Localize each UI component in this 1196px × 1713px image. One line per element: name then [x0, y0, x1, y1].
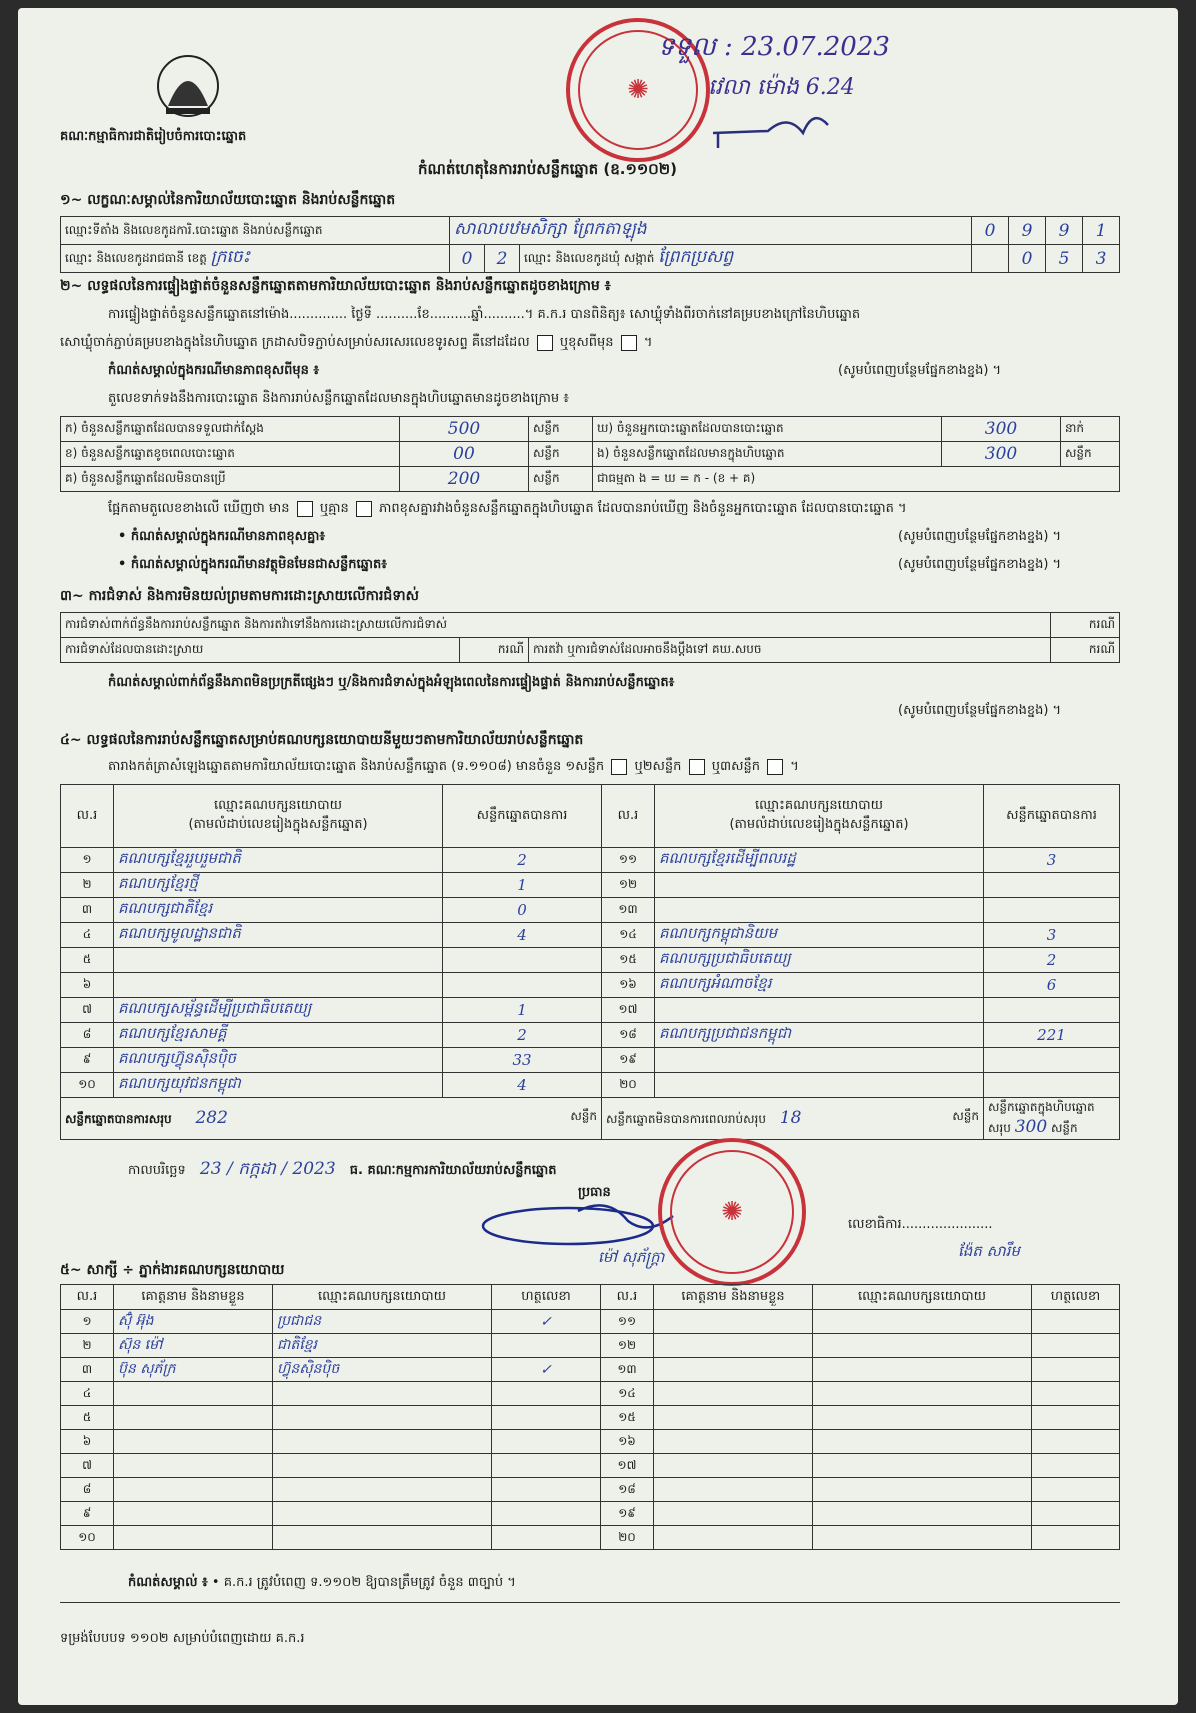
handwritten-signature-icon	[708, 103, 838, 153]
section1-title: ១~ លក្ខណៈសម្គាល់នៃការិយាល័យបោះឆ្នោត និងរាប់សន្លឹកឆ្នោត	[60, 192, 396, 208]
witness-sign-left	[492, 1502, 601, 1526]
section5-title: ៥~ សាក្សី ÷ ភ្នាក់ងារគណបក្សនយោបាយ	[60, 1262, 285, 1278]
chair-label: ប្រធាន	[578, 1185, 611, 1200]
section4-intro-c: ឬ៣សន្លឹក	[711, 759, 760, 774]
result-no-left: ៩	[61, 1048, 114, 1073]
unchanged-checkbox[interactable]	[537, 335, 553, 351]
witness-no-right: ១១	[601, 1310, 654, 1334]
table-row	[61, 973, 1120, 998]
row-ko-label: ឃ) ចំនួនអ្នកបោះឆ្នោតដែលបានបោះឆ្នោត	[593, 417, 942, 442]
witness-sign-right	[1032, 1334, 1120, 1358]
office-value: សាលាបឋមសិក្សា ព្រែកតាឡុង	[450, 217, 972, 245]
witness-sign-right	[1032, 1358, 1120, 1382]
formula: ជាធម្មតា ង = ឃ = ក - (ខ + គ)	[593, 467, 1120, 492]
ballot-count-table	[60, 416, 1120, 492]
result-no-right: ១២	[602, 873, 655, 898]
result-party-right: គណបក្សអំណាចខ្មែរ	[655, 973, 984, 998]
witness-no-left: ៦	[61, 1430, 114, 1454]
province-code-1: 0	[450, 245, 485, 273]
section3-hint: (សូមបំពេញបន្ថែមផ្នែកខាងខ្នង) ។	[898, 703, 1062, 718]
footer-divider	[60, 1602, 1120, 1603]
col-votes-right: សន្លឹកឆ្នោតបានការ	[984, 785, 1120, 848]
witness-sign-left	[492, 1526, 601, 1550]
witness-no-left: ១	[61, 1310, 114, 1334]
result-no-right: ១៥	[602, 948, 655, 973]
witness-party-right	[813, 1406, 1032, 1430]
col-party-left: ឈ្មោះគណបក្សនយោបាយ (តាមលំដាប់លេខរៀងក្នុងសន្លឹកឆ្នោត)	[114, 785, 443, 848]
chair-name: ម៉ៅ សុភ័ក្ត្រា	[598, 1248, 665, 1266]
section2-para2b: ឬខុសពីមុន	[559, 335, 614, 350]
row-g-value: 200	[400, 467, 529, 492]
result-votes-right: 6	[984, 973, 1120, 998]
witness-no-left: ៩	[61, 1502, 114, 1526]
result-votes-right	[984, 898, 1120, 923]
office-code-2: 9	[1009, 217, 1046, 245]
date-label: កាលបរិច្ឆេទ	[128, 1163, 186, 1178]
row-k-label: ក) ចំនួនសន្លឹកឆ្នោតដែលបានទទួលជាក់ស្តែង	[61, 417, 400, 442]
total-invalid-cell	[602, 1098, 984, 1140]
table-row	[61, 1526, 1120, 1550]
footer-form-note: ទម្រង់បែបបទ ១១០២ សម្រាប់បំពេញដោយ គ.ក.រ	[60, 1631, 305, 1646]
section1-table	[60, 216, 1120, 273]
witness-party-left: ជាតិខ្មែរ	[273, 1334, 492, 1358]
witness-no-right: ១៦	[601, 1430, 654, 1454]
table-row	[61, 1334, 1120, 1358]
witness-sign-left: ✓	[492, 1310, 601, 1334]
witness-party-left	[273, 1502, 492, 1526]
witness-party-right	[813, 1382, 1032, 1406]
witness-no-right: ១២	[601, 1334, 654, 1358]
witness-party-right	[813, 1478, 1032, 1502]
result-votes-right	[984, 873, 1120, 898]
table-row	[61, 1310, 1120, 1334]
form-title: កំណត់ហេតុនៃការរាប់សន្លឹកឆ្នោត (ឧ.១១០២)	[418, 160, 678, 178]
witness-sign-left	[492, 1406, 601, 1430]
witness-sign-right	[1032, 1310, 1120, 1334]
case-label-3: ករណី	[1051, 638, 1120, 663]
section4-intro-a: តារាងកត់ត្រាសំឡេងឆ្នោតតាមការិយាល័យបោះឆ្នោត និងរាប់សន្លឹកឆ្នោត (ទ.១១០៨) មានចំនួន ១សន្លឹក	[108, 759, 605, 774]
para4-a: ផ្អែកតាមតួលេខខាងលើ ឃើញថា មាន	[108, 501, 290, 516]
date-value: 23 / កក្កដា / 2023	[199, 1159, 336, 1179]
row-g-label: គ) ចំនួនសន្លឹកឆ្នោតដែលមិនបានប្រើ	[61, 467, 400, 492]
witness-name-left: ប៊ុន សុភ័ក្រ	[114, 1358, 273, 1382]
result-no-right: ១៨	[602, 1023, 655, 1048]
row-k-unit: សន្លឹក	[529, 417, 593, 442]
witness-party-right	[813, 1502, 1032, 1526]
objection-row1: ការជំទាស់ពាក់ព័ន្ធនឹងការរាប់សន្លឹកឆ្នោត និងការតវ៉ាទៅនឹងការដោះស្រាយលើការជំទាស់	[61, 613, 1051, 638]
time-label: វេលា ម៉ោង	[708, 75, 799, 100]
witness-name-right	[654, 1382, 813, 1406]
witness-no-left: ៥	[61, 1406, 114, 1430]
witness-sign-left: ✓	[492, 1358, 601, 1382]
form-sheet: គណៈកម្មាធិការជាតិរៀបចំការបោះឆ្នោត ✺ ទទួល : 23.07.2023 វេលា ម៉ោង 6.24 កំណត់ហេតុនៃការរាប់សន្លឹកឆ្នោត (ឧ.១១០២) ១~ លក្ខណៈសម្គាល់នៃការិយាល័យបោះឆ្នោត និងរាប់សន្លឹកឆ្នោត ឈ្មោះទីតាំង និងលេខកូដការិ.បោះឆ្នោត និងរាប់សន្លឹកឆ្នោត សាលាបឋមសិក្សា ព្រែកតាឡុង 0 9 9 1 ឈ្មោះ និងលេខកូដរាជធានី ខេត្ត ក្រចេះ 0 2 ឈ្មោះ និងលេខកូដឃុំ សង្កាត់ ព្រែកប្រសព្វ 0 5 3 ២~ លទ្ធផលនៃការផ្ទៀងផ្ទាត់ចំនួនសន្លឹកឆ្នោតតាមការិយាល័យបោះឆ្នោត និងរាប់សន្លឹកឆ្នោតដូចខាងក្រោម ៖ ការផ្ទៀងផ្ទាត់ចំនួនសន្លឹកឆ្នោតនៅម៉ោង.............. ថ្ងៃទី ..........ខែ..........ឆ្នាំ..........។ គ.ក.រ បានពិនិត្យ៖ សោឃ្លុំទាំងពីរចាក់នៅគម្របខាងក្រៅនៃហិបឆ្នោត សោឃ្លុំចាក់ភ្ជាប់គម្របខាងក្នុងនៃហិបឆ្នោត ក្រដាសបិទភ្ជាប់សម្រាប់សរសេរលេខទូរសព្ទ គឺនៅដដែល ឬខុសពីមុន ។ កំណត់សម្គាល់ក្នុងករណីមានភាពខុសពីមុន ៖ (សូមបំពេញបន្ថែមផ្នែកខាងខ្នង) ។ តួលេខទាក់ទងនឹងការបោះឆ្នោត និងការរាប់សន្លឹកឆ្នោតដែលមានក្នុងហិបឆ្នោតមានដូចខាងក្រោម ៖ ក) ចំនួនសន្លឹកឆ្នោតដែលបានទទួលជាក់ស្តែង 500 សន្លឹក ឃ) ចំនួនអ្នកបោះឆ្នោតដែលបានបោះឆ្នោត 300 នាក់ ខ) ចំនួនសន្លឹកឆ្នោតខូចពេលបោះឆ្នោត 00 សន្លឹក ង) ចំនួនសន្លឹកឆ្នោតដែលមានក្នុងហិបឆ្នោត 300 សន្លឹក គ) ចំនួនសន្លឹកឆ្នោតដែលមិនបានប្រើ 200 សន្លឹក ជាធម្មតា ង = ឃ = ក - (ខ + គ) ផ្អែកតាមតួលេខខាងលើ ឃើញថា មាន ឬគ្មាន ភាពខុសគ្នារវាងចំនួនសន្លឹកឆ្នោតក្នុងហិបឆ្នោត ដែលបានរាប់ឃើញ និងចំនួនអ្នកបោះឆ្នោត ដែលបានបោះឆ្នោត ។ • កំណត់សម្គាល់ក្នុងករណីមានភាពខុសគ្នា៖ (សូមបំពេញបន្ថែមផ្នែកខាងខ្នង) ។ • កំណត់សម្គាល់ក្នុងករណីមានវត្ថុមិនមែនជាសន្លឹកឆ្នោត៖ (សូមបំពេញបន្ថែមផ្នែកខាងខ្នង) ។ ៣~ ការជំទាស់ និងការមិនយល់ព្រមតាមការដោះស្រាយលើការជំទាស់ ការជំទាស់ពាក់ព័ន្ធនឹងការរាប់សន្លឹកឆ្នោត និងការតវ៉ាទៅនឹងការដោះស្រាយលើការជំទាស់ ករណី ការជំទាស់ដែលបានដោះស្រាយ ករណី ការតវ៉ា ឬការជំទាស់ដែលអាចនឹងប្តឹងទៅ គឃ.សបច ករណី កំណត់សម្គាល់ពាក់ព័ន្ធនឹងភាពមិនប្រក្រតីផ្សេងៗ ឬ/និងការជំទាស់ក្នុងអំឡុងពេលនៃការផ្ទៀងផ្ទាត់ និងការរាប់សន្លឹកឆ្នោត៖ (សូមបំពេញបន្ថែមផ្នែកខាងខ្នង) ។ ៤~ លទ្ធផលនៃការរាប់សន្លឹកឆ្នោតសម្រាប់គណបក្សនយោបាយនីមួយៗតាមការិយាល័យរាប់សន្លឹកឆ្នោត តារាងកត់ត្រាសំឡេងឆ្នោតតាមការិយាល័យបោះឆ្នោត និងរាប់សន្លឹកឆ្នោត (ទ.១១០៨) មានចំនួន ១សន្លឹក ឬ២សន្លឹក ឬ៣សន្លឹក ។ ល.រ ឈ្មោះគណបក្សនយោបាយ (តាមលំដាប់លេខរៀងក្នុងសន្លឹកឆ្នោត) សន្លឹកឆ្នោតបានការ ល.រ ឈ្មោះគណបក្សនយោបាយ (តាមលំដាប់លេខរៀងក្នុងសន្លឹកឆ្នោត) សន្លឹកឆ្នោតបានការ ១ គណបក្សខ្មែររួបរួមជាតិ 2 ១១ គណបក្សខ្មែរដើម្បីពលរដ្ឋ 3 ២ គណបក្សខ្មែរថ្មី 1 ១២ ៣ គណបក្សជាតិខ្មែរ 0 ១៣ ៤ គណបក្សមូលដ្ឋានជាតិ 4 ១៤ គណបក្សកម្ពុជានិយម 3 ៥ ១៥ គណបក្សប្រជាធិបតេយ្យ 2 ៦ ១៦ គណបក្សអំណាចខ្មែរ 6 ៧ គណបក្សសម្ព័ន្ធដើម្បីប្រជាធិបតេយ្យ 1 ១៧ ៨ គណបក្សខ្មែរសាមគ្គី 2 ១៨ គណបក្សប្រជាជនកម្ពុជា 221 ៩ គណបក្សហ៊្វុនស៊ិនប៉ិច 33 ១៩ ១០ គណបក្សយុវជនកម្ពុជា 4 ២០ សន្លឹកឆ្នោតបានការសរុប 282 សន្លឹក សន្លឹកឆ្នោតមិនបានការពេលរាប់សរុប 18 សន្លឹក សន្លឹកឆ្នោតក្នុងហិបឆ្នោតសរុប 300 សន្លឹក កាលបរិច្ឆេទ 23 / កក្កដា / 2023 ធ. គណៈកម្មការការិយាល័យរាប់សន្លឹកឆ្នោត ប្រធាន ម៉ៅ សុភ័ក្ត្រា ✺ លេខាធិការ...................... ង៉ែត សារឹម ៥~ សាក្សី ÷ ភ្នាក់ងារគណបក្សនយោបាយ ល.រ គោត្តនាម និងនាមខ្លួន ឈ្មោះគណបក្សនយោបាយ ហត្ថលេខា ល.រ គោត្តនាម និងនាមខ្លួន ឈ្មោះគណបក្សនយោបាយ ហត្ថលេខា ១ ស៊ុំ អ៊ុង ប្រជាជន ✓ ១១ ២ ស៊ុន ម៉ៅ ជាតិខ្មែរ ១២ ៣ ប៊ុន សុភ័ក្រ ហ៊្វុនស៊ិនប៉ិច ✓ ១៣ ៤ ១៤ ៥ ១៥ ៦ ១៦ ៧ ១៧ ៨ ១៨ ៩ ១៩ ១០ ២០ កំណត់សម្គាល់ ៖ • គ.ក.រ ត្រូវបំពេញ ទ.១១០២ ឱ្យបានត្រឹមត្រូវ ចំនួន ៣ច្បាប់ ។ ទម្រង់បែបបទ ១១០២ សម្រាប់បំពេញដោយ គ.ក.រ	[18, 8, 1178, 1705]
result-party-right: គណបក្សប្រជាធិបតេយ្យ	[655, 948, 984, 973]
nec-logo-icon	[148, 46, 228, 126]
witness-name-right	[654, 1454, 813, 1478]
para4-c: ភាពខុសគ្នារវាងចំនួនសន្លឹកឆ្នោតក្នុងហិបឆ្នោត ដែលបានរាប់ឃើញ និងចំនួនអ្នកបោះឆ្នោត ដែលបានបោះឆ្នោត ។	[379, 501, 907, 516]
sheet3-checkbox[interactable]	[767, 759, 783, 775]
result-party-right	[655, 1073, 984, 1098]
province-value: ក្រចេះ	[210, 247, 251, 267]
witness-no-left: ៣	[61, 1358, 114, 1382]
table-row	[61, 948, 1120, 973]
chair-signature-icon	[478, 1196, 678, 1252]
table-row	[61, 998, 1120, 1023]
diff-no-checkbox[interactable]	[356, 501, 372, 517]
commune-label: ឈ្មោះ និងលេខកូដឃុំ សង្កាត់	[524, 251, 655, 265]
row-kh-value: 00	[400, 442, 529, 467]
result-no-right: ១៩	[602, 1048, 655, 1073]
result-votes-right	[984, 1048, 1120, 1073]
result-votes-right	[984, 998, 1120, 1023]
result-no-right: ១៧	[602, 998, 655, 1023]
witness-name-left	[114, 1478, 273, 1502]
w-col-name-left: គោត្តនាម និងនាមខ្លួន	[114, 1285, 273, 1310]
secretary-label: លេខាធិការ	[848, 1217, 902, 1232]
result-votes-right: 2	[984, 948, 1120, 973]
result-party-right: គណបក្សខ្មែរដើម្បីពលរដ្ឋ	[655, 848, 984, 873]
objection-row2a: ការជំទាស់ដែលបានដោះស្រាយ	[61, 638, 460, 663]
note1-hint: (សូមបំពេញបន្ថែមផ្នែកខាងខ្នង) ។	[838, 363, 1002, 378]
commune-code-2: 5	[1046, 245, 1083, 273]
section3-title: ៣~ ការជំទាស់ និងការមិនយល់ព្រមតាមការដោះស្រាយលើការជំទាស់	[60, 588, 419, 604]
commune-row	[520, 245, 972, 273]
total-valid-label: សន្លឹកឆ្នោតបានការសរុប	[65, 1112, 172, 1126]
result-votes-right: 221	[984, 1023, 1120, 1048]
table-row	[61, 1358, 1120, 1382]
witness-no-left: ៤	[61, 1382, 114, 1406]
witness-name-left	[114, 1526, 273, 1550]
witness-party-right	[813, 1430, 1032, 1454]
total-box-label: សន្លឹកឆ្នោតក្នុងហិបឆ្នោតសរុប	[988, 1100, 1095, 1135]
objection-row2b: ការតវ៉ា ឬការជំទាស់ដែលអាចនឹងប្តឹងទៅ គឃ.សបច	[529, 638, 1051, 663]
result-no-right: ២០	[602, 1073, 655, 1098]
result-no-right: ១១	[602, 848, 655, 873]
note2-label: • កំណត់សម្គាល់ក្នុងករណីមានភាពខុសគ្នា៖	[118, 529, 326, 544]
witness-sign-right	[1032, 1478, 1120, 1502]
footer-note-label: កំណត់សម្គាល់ ៖	[128, 1575, 208, 1590]
total-valid-cell	[61, 1098, 602, 1140]
witness-name-right	[654, 1502, 813, 1526]
results-table	[60, 784, 1120, 1140]
result-no-left: ១០	[61, 1073, 114, 1098]
result-party-right	[655, 998, 984, 1023]
total-valid-value: 282	[195, 1108, 228, 1128]
witness-sign-left	[492, 1382, 601, 1406]
note3-label: • កំណត់សម្គាល់ក្នុងករណីមានវត្ថុមិនមែនជាសន្លឹកឆ្នោត៖	[118, 557, 387, 572]
result-no-left: ២	[61, 873, 114, 898]
result-no-left: ៣	[61, 898, 114, 923]
table-row	[61, 1430, 1120, 1454]
sheet1-checkbox[interactable]	[611, 759, 627, 775]
w-col-party-right: ឈ្មោះគណបក្សនយោបាយ	[813, 1285, 1032, 1310]
witness-party-left	[273, 1430, 492, 1454]
province-row	[61, 245, 450, 273]
result-votes-left: 1	[443, 998, 602, 1023]
result-party-left: គណបក្សយុវជនកម្ពុជា	[114, 1073, 443, 1098]
witness-party-right	[813, 1454, 1032, 1478]
result-votes-left: 4	[443, 923, 602, 948]
result-votes-left: 2	[443, 848, 602, 873]
total-box-value: 300	[1014, 1117, 1048, 1137]
witness-no-left: ២	[61, 1334, 114, 1358]
witness-party-left	[273, 1478, 492, 1502]
col-votes-left: សន្លឹកឆ្នោតបានការ	[443, 785, 602, 848]
sheet2-checkbox[interactable]	[689, 759, 705, 775]
witness-name-right	[654, 1430, 813, 1454]
witness-sign-left	[492, 1454, 601, 1478]
table-row	[61, 1023, 1120, 1048]
w-col-sign-right: ហត្ថលេខា	[1032, 1285, 1120, 1310]
result-votes-left: 4	[443, 1073, 602, 1098]
row-ng-value: 300	[942, 442, 1061, 467]
result-party-left: គណបក្សខ្មែររួបរួមជាតិ	[114, 848, 443, 873]
result-no-left: ៦	[61, 973, 114, 998]
section2-title: ២~ លទ្ធផលនៃការផ្ទៀងផ្ទាត់ចំនួនសន្លឹកឆ្នោតតាមការិយាល័យបោះឆ្នោត និងរាប់សន្លឹកឆ្នោតដូចខាងក្រោម ៖	[60, 278, 611, 294]
para4-b: ឬគ្មាន	[319, 501, 349, 516]
table-row	[61, 1382, 1120, 1406]
witness-name-right	[654, 1358, 813, 1382]
result-no-left: ៨	[61, 1023, 114, 1048]
total-invalid-label: សន្លឹកឆ្នោតមិនបានការពេលរាប់សរុប	[606, 1112, 766, 1126]
result-no-right: ១៤	[602, 923, 655, 948]
table-row	[61, 1478, 1120, 1502]
witness-name-right	[654, 1334, 813, 1358]
secretary-name: ង៉ែត សារឹម	[958, 1242, 1020, 1260]
result-votes-left: 1	[443, 873, 602, 898]
result-no-left: ៤	[61, 923, 114, 948]
witness-sign-left	[492, 1478, 601, 1502]
result-no-right: ១៣	[602, 898, 655, 923]
result-no-left: ១	[61, 848, 114, 873]
witness-name-right	[654, 1406, 813, 1430]
committee-seal-icon: ✺	[658, 1138, 806, 1286]
witness-name-left: ស៊ុន ម៉ៅ	[114, 1334, 273, 1358]
total-box-cell	[984, 1098, 1120, 1140]
row-ng-label: ង) ចំនួនសន្លឹកឆ្នោតដែលមានក្នុងហិបឆ្នោត	[593, 442, 942, 467]
commune-value: ព្រែកប្រសព្វ	[658, 247, 734, 267]
received-label: ទទួល :	[658, 32, 733, 62]
row-g-unit: សន្លឹក	[529, 467, 593, 492]
total-valid-unit: សន្លឹក	[570, 1109, 597, 1123]
witness-sign-right	[1032, 1430, 1120, 1454]
table-row	[61, 1406, 1120, 1430]
committee-label: ធ. គណៈកម្មការការិយាល័យរាប់សន្លឹកឆ្នោត	[349, 1163, 557, 1178]
witness-name-left	[114, 1502, 273, 1526]
result-votes-left: 0	[443, 898, 602, 923]
row-ko-unit: នាក់	[1061, 417, 1120, 442]
witness-sign-left	[492, 1430, 601, 1454]
witness-party-left	[273, 1382, 492, 1406]
witness-party-right	[813, 1358, 1032, 1382]
section4-intro-b: ឬ២សន្លឹក	[634, 759, 682, 774]
witness-table	[60, 1284, 1120, 1550]
row-k-value: 500	[400, 417, 529, 442]
witness-no-right: ២០	[601, 1526, 654, 1550]
table-row	[61, 1454, 1120, 1478]
objection-table	[60, 612, 1120, 663]
case-label-2: ករណី	[460, 638, 529, 663]
witness-party-left	[273, 1454, 492, 1478]
changed-checkbox[interactable]	[621, 335, 637, 351]
commune-code-3: 3	[1083, 245, 1120, 273]
result-party-left: គណបក្សសម្ព័ន្ធដើម្បីប្រជាធិបតេយ្យ	[114, 998, 443, 1023]
witness-party-left	[273, 1406, 492, 1430]
office-code-1: 0	[972, 217, 1009, 245]
w-col-no-right: ល.រ	[601, 1285, 654, 1310]
witness-party-left	[273, 1526, 492, 1550]
w-col-sign-left: ហត្ថលេខា	[492, 1285, 601, 1310]
witness-party-left: ប្រជាជន	[273, 1310, 492, 1334]
province-label: ឈ្មោះ និងលេខកូដរាជធានី ខេត្ត	[65, 251, 207, 265]
table-row	[61, 1048, 1120, 1073]
witness-no-left: ១០	[61, 1526, 114, 1550]
witness-party-right	[813, 1310, 1032, 1334]
witness-name-left: ស៊ុំ អ៊ុង	[114, 1310, 273, 1334]
section3-note: កំណត់សម្គាល់ពាក់ព័ន្ធនឹងភាពមិនប្រក្រតីផ្សេងៗ ឬ/និងការជំទាស់ក្នុងអំឡុងពេលនៃការផ្ទៀងផ្ទាត់ និងការរាប់សន្លឹកឆ្នោត៖	[108, 675, 675, 690]
witness-sign-right	[1032, 1406, 1120, 1430]
result-votes-right: 3	[984, 923, 1120, 948]
result-votes-left	[443, 973, 602, 998]
w-col-no-left: ល.រ	[61, 1285, 114, 1310]
total-invalid-unit: សន្លឹក	[952, 1109, 979, 1123]
witness-party-right	[813, 1526, 1032, 1550]
org-name: គណៈកម្មាធិការជាតិរៀបចំការបោះឆ្នោត	[60, 129, 247, 144]
time-value: 6.24	[805, 75, 855, 100]
witness-sign-right	[1032, 1502, 1120, 1526]
province-code-2: 2	[485, 245, 520, 273]
diff-yes-checkbox[interactable]	[297, 501, 313, 517]
witness-no-right: ១៥	[601, 1406, 654, 1430]
footer-note: • គ.ក.រ ត្រូវបំពេញ ទ.១១០២ ឱ្យបានត្រឹមត្រូវ ចំនួន ៣ច្បាប់ ។	[211, 1575, 516, 1590]
row-kh-label: ខ) ចំនួនសន្លឹកឆ្នោតខូចពេលបោះឆ្នោត	[61, 442, 400, 467]
witness-party-right	[813, 1334, 1032, 1358]
result-party-right	[655, 873, 984, 898]
table-row	[61, 1073, 1120, 1098]
result-party-right	[655, 1048, 984, 1073]
table-row	[61, 848, 1120, 873]
witness-name-left	[114, 1430, 273, 1454]
result-votes-left: 33	[443, 1048, 602, 1073]
total-invalid-value: 18	[779, 1108, 802, 1128]
row-ko-value: 300	[942, 417, 1061, 442]
note2-hint: (សូមបំពេញបន្ថែមផ្នែកខាងខ្នង) ។	[898, 529, 1062, 544]
result-party-left: គណបក្សមូលដ្ឋានជាតិ	[114, 923, 443, 948]
col-no-left: ល.រ	[61, 785, 114, 848]
witness-sign-right	[1032, 1526, 1120, 1550]
w-col-name-right: គោត្តនាម និងនាមខ្លួន	[654, 1285, 813, 1310]
section2-para2: សោឃ្លុំចាក់ភ្ជាប់គម្របខាងក្នុងនៃហិបឆ្នោត ក្រដាសបិទភ្ជាប់សម្រាប់សរសេរលេខទូរសព្ទ គឺនៅដដែល	[60, 335, 530, 350]
section4-title: ៤~ លទ្ធផលនៃការរាប់សន្លឹកឆ្នោតសម្រាប់គណបក្សនយោបាយនីមួយៗតាមការិយាល័យរាប់សន្លឹកឆ្នោត	[60, 732, 584, 748]
witness-no-right: ១៧	[601, 1454, 654, 1478]
witness-name-right	[654, 1526, 813, 1550]
witness-name-left	[114, 1382, 273, 1406]
result-votes-left	[443, 948, 602, 973]
note3-hint: (សូមបំពេញបន្ថែមផ្នែកខាងខ្នង) ។	[898, 557, 1062, 572]
office-label: ឈ្មោះទីតាំង និងលេខកូដការិ.បោះឆ្នោត និងរាប់សន្លឹកឆ្នោត	[61, 217, 450, 245]
office-code-3: 9	[1046, 217, 1083, 245]
row-kh-unit: សន្លឹក	[529, 442, 593, 467]
witness-no-right: ១៨	[601, 1478, 654, 1502]
note1-label: កំណត់សម្គាល់ក្នុងករណីមានភាពខុសពីមុន ៖	[108, 363, 320, 378]
total-box-unit: សន្លឹក	[1050, 1121, 1078, 1135]
w-col-party-left: ឈ្មោះគណបក្សនយោបាយ	[273, 1285, 492, 1310]
result-party-right	[655, 898, 984, 923]
table-row	[61, 873, 1120, 898]
col-party-right: ឈ្មោះគណបក្សនយោបាយ (តាមលំដាប់លេខរៀងក្នុងសន្លឹកឆ្នោត)	[655, 785, 984, 848]
witness-sign-right	[1032, 1454, 1120, 1478]
result-votes-left: 2	[443, 1023, 602, 1048]
result-party-left	[114, 973, 443, 998]
col-no-right: ល.រ	[602, 785, 655, 848]
commune-code-1: 0	[1009, 245, 1046, 273]
result-no-right: ១៦	[602, 973, 655, 998]
official-seal-icon: ✺	[566, 18, 710, 162]
witness-no-right: ១៩	[601, 1502, 654, 1526]
received-date: 23.07.2023	[741, 32, 890, 62]
result-party-right: គណបក្សប្រជាជនកម្ពុជា	[655, 1023, 984, 1048]
result-party-left	[114, 948, 443, 973]
witness-party-left: ហ៊្វុនស៊ិនប៉ិច	[273, 1358, 492, 1382]
result-votes-right: 3	[984, 848, 1120, 873]
table-row	[61, 898, 1120, 923]
witness-name-left	[114, 1454, 273, 1478]
witness-no-left: ៨	[61, 1478, 114, 1502]
office-code-4: 1	[1083, 217, 1120, 245]
case-label-1: ករណី	[1051, 613, 1120, 638]
table-row	[61, 923, 1120, 948]
witness-name-right	[654, 1478, 813, 1502]
witness-no-right: ១៤	[601, 1382, 654, 1406]
table-row	[61, 1502, 1120, 1526]
section2-para3: តួលេខទាក់ទងនឹងការបោះឆ្នោត និងការរាប់សន្លឹកឆ្នោតដែលមានក្នុងហិបឆ្នោតមានដូចខាងក្រោម ៖	[108, 391, 569, 406]
witness-sign-right	[1032, 1382, 1120, 1406]
witness-name-left	[114, 1406, 273, 1430]
witness-no-left: ៧	[61, 1454, 114, 1478]
result-votes-right	[984, 1073, 1120, 1098]
witness-name-right	[654, 1310, 813, 1334]
result-party-left: គណបក្សខ្មែរថ្មី	[114, 873, 443, 898]
result-party-left: គណបក្សហ៊្វុនស៊ិនប៉ិច	[114, 1048, 443, 1073]
row-ng-unit: សន្លឹក	[1061, 442, 1120, 467]
result-no-left: ៧	[61, 998, 114, 1023]
witness-sign-left	[492, 1334, 601, 1358]
result-party-left: គណបក្សខ្មែរសាមគ្គី	[114, 1023, 443, 1048]
witness-no-right: ១៣	[601, 1358, 654, 1382]
result-no-left: ៥	[61, 948, 114, 973]
result-party-left: គណបក្សជាតិខ្មែរ	[114, 898, 443, 923]
result-party-right: គណបក្សកម្ពុជានិយម	[655, 923, 984, 948]
section2-para1: ការផ្ទៀងផ្ទាត់ចំនួនសន្លឹកឆ្នោតនៅម៉ោង.............. ថ្ងៃទី ..........ខែ..........ឆ្នាំ..........។ គ.ក.រ បានពិនិត្យ៖ សោឃ្លុំទាំងពីរចាក់នៅគម្របខាងក្រៅនៃហិបឆ្នោត	[108, 307, 861, 322]
